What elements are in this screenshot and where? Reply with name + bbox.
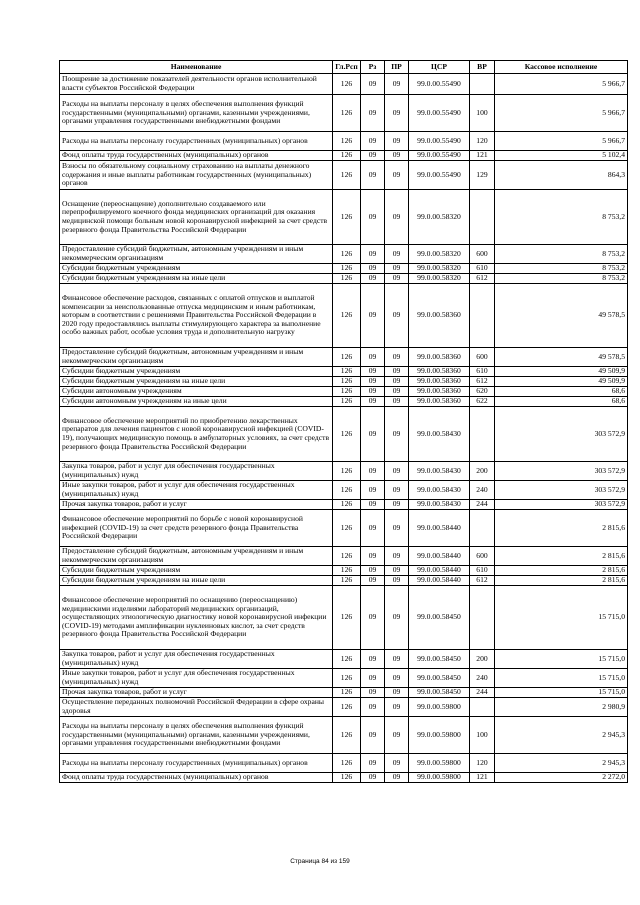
budget-table (59, 60, 628, 783)
table-row (60, 566, 628, 576)
cell-pr: 09 (385, 397, 409, 407)
cell-vr: 120 (470, 132, 495, 151)
cell-rz: 09 (361, 576, 385, 586)
cell-pr: 09 (385, 481, 409, 500)
table-body (60, 74, 628, 783)
cell-glrsp: 126 (333, 500, 361, 510)
cell-amount: 2 945,3 (495, 754, 628, 773)
cell-rz: 09 (361, 264, 385, 274)
cell-rz: 09 (361, 367, 385, 377)
cell-glrsp: 126 (333, 274, 361, 284)
cell-name: Предоставление субсидий бюджетным, автономным учреждениям и иным некоммерческим организациям (60, 547, 333, 566)
cell-vr: 620 (470, 387, 495, 397)
cell-glrsp: 126 (333, 95, 361, 132)
table-row (60, 397, 628, 407)
table-row (60, 95, 628, 132)
cell-name: Субсидии автономным учреждениям (60, 387, 333, 397)
cell-name: Поощрение за достижение показателей деятельности органов исполнительной власти субъектов Российской Федерации (60, 74, 333, 95)
cell-csr: 99.0.00.58360 (409, 387, 470, 397)
cell-name: Субсидии бюджетным учреждениям (60, 566, 333, 576)
cell-amount: 303 572,9 (495, 500, 628, 510)
cell-pr: 09 (385, 284, 409, 348)
cell-rz: 09 (361, 462, 385, 481)
cell-name: Субсидии бюджетным учреждениям на иные цели (60, 274, 333, 284)
cell-name: Расходы на выплаты персоналу в целях обеспечения выполнения функций государственными (муниципальными) органами, казенными учреждениями, органами управления государственными внебюджетными фондами (60, 95, 333, 132)
cell-vr (470, 284, 495, 348)
cell-glrsp: 126 (333, 586, 361, 650)
table-row (60, 161, 628, 190)
table-row (60, 284, 628, 348)
cell-amount: 303 572,9 (495, 407, 628, 462)
cell-csr: 99.0.00.58450 (409, 669, 470, 688)
cell-glrsp: 126 (333, 190, 361, 245)
table-row (60, 151, 628, 161)
cell-vr: 610 (470, 566, 495, 576)
cell-glrsp: 126 (333, 547, 361, 566)
cell-csr: 99.0.00.58440 (409, 510, 470, 547)
cell-csr: 99.0.00.58320 (409, 190, 470, 245)
table-row (60, 348, 628, 367)
cell-pr: 09 (385, 161, 409, 190)
cell-csr: 99.0.00.55490 (409, 132, 470, 151)
cell-csr: 99.0.00.58430 (409, 481, 470, 500)
cell-rz: 09 (361, 284, 385, 348)
header-rz: Рз (361, 61, 385, 74)
cell-rz: 09 (361, 586, 385, 650)
table-row (60, 717, 628, 754)
cell-glrsp: 126 (333, 481, 361, 500)
cell-amount: 68,6 (495, 387, 628, 397)
cell-csr: 99.0.00.55490 (409, 74, 470, 95)
cell-csr: 99.0.00.58450 (409, 586, 470, 650)
cell-rz: 09 (361, 407, 385, 462)
cell-amount: 2 980,9 (495, 698, 628, 717)
cell-amount: 303 572,9 (495, 481, 628, 500)
cell-vr: 200 (470, 462, 495, 481)
table-row (60, 688, 628, 698)
cell-name: Фонд оплаты труда государственных (муниципальных) органов (60, 773, 333, 783)
cell-amount: 5 102,4 (495, 151, 628, 161)
cell-amount: 2 815,6 (495, 576, 628, 586)
cell-vr: 121 (470, 151, 495, 161)
table-row (60, 264, 628, 274)
cell-vr: 622 (470, 397, 495, 407)
cell-glrsp: 126 (333, 284, 361, 348)
table-row (60, 387, 628, 397)
cell-csr: 99.0.00.58430 (409, 407, 470, 462)
cell-vr: 600 (470, 547, 495, 566)
cell-rz: 09 (361, 190, 385, 245)
cell-rz: 09 (361, 245, 385, 264)
cell-pr: 09 (385, 95, 409, 132)
cell-glrsp: 126 (333, 688, 361, 698)
cell-csr: 99.0.00.58430 (409, 500, 470, 510)
cell-amount: 8 753,2 (495, 245, 628, 264)
cell-name: Субсидии бюджетным учреждениям на иные цели (60, 377, 333, 387)
cell-csr: 99.0.00.58360 (409, 377, 470, 387)
table-row (60, 190, 628, 245)
header-name: Наименование (60, 61, 333, 74)
table-row (60, 547, 628, 566)
cell-vr: 612 (470, 576, 495, 586)
cell-name: Субсидии автономным учреждениям на иные цели (60, 397, 333, 407)
cell-amount: 2 272,0 (495, 773, 628, 783)
cell-amount: 49 509,9 (495, 377, 628, 387)
cell-csr: 99.0.00.59800 (409, 773, 470, 783)
cell-rz: 09 (361, 481, 385, 500)
cell-pr: 09 (385, 190, 409, 245)
cell-pr: 09 (385, 754, 409, 773)
cell-csr: 99.0.00.58320 (409, 245, 470, 264)
cell-rz: 09 (361, 274, 385, 284)
cell-rz: 09 (361, 510, 385, 547)
table-header-row (60, 61, 628, 74)
cell-rz: 09 (361, 161, 385, 190)
cell-pr: 09 (385, 245, 409, 264)
cell-pr: 09 (385, 586, 409, 650)
cell-vr: 612 (470, 274, 495, 284)
header-glrsp: Гл.Рсп (333, 61, 361, 74)
cell-vr: 121 (470, 773, 495, 783)
cell-vr: 610 (470, 367, 495, 377)
cell-pr: 09 (385, 773, 409, 783)
cell-amount: 5 966,7 (495, 74, 628, 95)
cell-name: Иные закупки товаров, работ и услуг для обеспечения государственных (муниципальных) нужд (60, 481, 333, 500)
cell-glrsp: 126 (333, 397, 361, 407)
cell-vr: 129 (470, 161, 495, 190)
cell-glrsp: 126 (333, 387, 361, 397)
cell-rz: 09 (361, 754, 385, 773)
cell-csr: 99.0.00.58440 (409, 576, 470, 586)
cell-csr: 99.0.00.59800 (409, 698, 470, 717)
cell-name: Финансовое обеспечение мероприятий по оснащению (переоснащению) медицинскими изделиями лабораторий медицинских организаций, осуществляющих этиологическую диагностику новой коронавирусной инфекции (COVID-19) методами амплификации нуклеиновых кислот, за счет средств резервного фонда Правительства Российской Федерации (60, 586, 333, 650)
table-row (60, 650, 628, 669)
table-row (60, 274, 628, 284)
cell-name: Закупка товаров, работ и услуг для обеспечения государственных (муниципальных) нужд (60, 462, 333, 481)
cell-glrsp: 126 (333, 245, 361, 264)
cell-vr: 600 (470, 245, 495, 264)
cell-rz: 09 (361, 688, 385, 698)
cell-csr: 99.0.00.58360 (409, 397, 470, 407)
cell-name: Расходы на выплаты персоналу государственных (муниципальных) органов (60, 754, 333, 773)
cell-amount: 15 715,0 (495, 688, 628, 698)
cell-glrsp: 126 (333, 698, 361, 717)
cell-csr: 99.0.00.55490 (409, 161, 470, 190)
cell-amount: 2 945,3 (495, 717, 628, 754)
cell-glrsp: 126 (333, 348, 361, 367)
cell-name: Предоставление субсидий бюджетным, автономным учреждениям и иным некоммерческим организациям (60, 245, 333, 264)
cell-amount: 2 815,6 (495, 510, 628, 547)
table-row (60, 773, 628, 783)
cell-csr: 99.0.00.58360 (409, 367, 470, 377)
cell-glrsp: 126 (333, 462, 361, 481)
cell-amount: 303 572,9 (495, 462, 628, 481)
cell-pr: 09 (385, 274, 409, 284)
cell-vr: 240 (470, 481, 495, 500)
cell-vr: 244 (470, 688, 495, 698)
cell-pr: 09 (385, 566, 409, 576)
cell-glrsp: 126 (333, 669, 361, 688)
cell-vr: 600 (470, 348, 495, 367)
cell-name: Взносы по обязательному социальному страхованию на выплаты денежного содержания и иные выплаты работникам государственных (муниципальных) органов (60, 161, 333, 190)
cell-pr: 09 (385, 348, 409, 367)
cell-rz: 09 (361, 132, 385, 151)
cell-pr: 09 (385, 650, 409, 669)
table-row (60, 698, 628, 717)
cell-rz: 09 (361, 151, 385, 161)
table-row (60, 462, 628, 481)
header-pr: ПР (385, 61, 409, 74)
table-row (60, 132, 628, 151)
cell-vr: 612 (470, 377, 495, 387)
cell-vr: 240 (470, 669, 495, 688)
cell-pr: 09 (385, 500, 409, 510)
cell-name: Финансовое обеспечение мероприятий по борьбе с новой коронавирусной инфекцией (COVID-19) за счет средств резервного фонда Правительства Российской Федерации (60, 510, 333, 547)
cell-rz: 09 (361, 650, 385, 669)
cell-vr (470, 586, 495, 650)
cell-glrsp: 126 (333, 367, 361, 377)
cell-rz: 09 (361, 717, 385, 754)
cell-name: Осуществление переданных полномочий Российской Федерации в сфере охраны здоровья (60, 698, 333, 717)
table-row (60, 754, 628, 773)
cell-rz: 09 (361, 547, 385, 566)
cell-name: Субсидии бюджетным учреждениям (60, 264, 333, 274)
page-footer: Страница 84 из 159 (290, 858, 350, 865)
cell-glrsp: 126 (333, 754, 361, 773)
cell-pr: 09 (385, 74, 409, 95)
cell-amount: 8 753,2 (495, 274, 628, 284)
table-row (60, 510, 628, 547)
cell-rz: 09 (361, 95, 385, 132)
cell-glrsp: 126 (333, 264, 361, 274)
cell-glrsp: 126 (333, 717, 361, 754)
cell-vr (470, 74, 495, 95)
cell-rz: 09 (361, 698, 385, 717)
cell-csr: 99.0.00.58360 (409, 284, 470, 348)
cell-name: Предоставление субсидий бюджетным, автономным учреждениям и иным некоммерческим организациям (60, 348, 333, 367)
cell-vr: 120 (470, 754, 495, 773)
cell-name: Иные закупки товаров, работ и услуг для обеспечения государственных (муниципальных) нужд (60, 669, 333, 688)
cell-amount: 5 966,7 (495, 95, 628, 132)
cell-pr: 09 (385, 510, 409, 547)
cell-amount: 15 715,0 (495, 586, 628, 650)
header-csr: ЦСР (409, 61, 470, 74)
cell-rz: 09 (361, 669, 385, 688)
cell-pr: 09 (385, 462, 409, 481)
cell-csr: 99.0.00.55490 (409, 95, 470, 132)
cell-glrsp: 126 (333, 773, 361, 783)
cell-amount: 864,3 (495, 161, 628, 190)
cell-rz: 09 (361, 387, 385, 397)
cell-csr: 99.0.00.55490 (409, 151, 470, 161)
cell-pr: 09 (385, 717, 409, 754)
cell-csr: 99.0.00.58440 (409, 547, 470, 566)
cell-amount: 5 966,7 (495, 132, 628, 151)
cell-vr (470, 510, 495, 547)
cell-rz: 09 (361, 397, 385, 407)
cell-vr: 100 (470, 717, 495, 754)
header-amount: Кассовое исполнение (495, 61, 628, 74)
table-row (60, 367, 628, 377)
cell-pr: 09 (385, 576, 409, 586)
cell-name: Прочая закупка товаров, работ и услуг (60, 688, 333, 698)
cell-rz: 09 (361, 74, 385, 95)
cell-amount: 8 753,2 (495, 190, 628, 245)
cell-name: Оснащение (переоснащение) дополнительно создаваемого или перепрофилируемого коечного фонда медицинских организаций для оказания медицинской помощи больным новой коронавирусной инфекцией за счет средств резервного фонда Правительства Российской Федерации (60, 190, 333, 245)
cell-pr: 09 (385, 698, 409, 717)
cell-name: Прочая закупка товаров, работ и услуг (60, 500, 333, 510)
cell-csr: 99.0.00.58360 (409, 348, 470, 367)
cell-vr: 200 (470, 650, 495, 669)
cell-glrsp: 126 (333, 576, 361, 586)
cell-name: Финансовое обеспечение расходов, связанных с оплатой отпусков и выплатой компенсации за неиспользованные отпуска медицинским и иным работникам, которым в соответствии с решениями Правительства Российской Федерации в 2020 году предоставлялись выплаты стимулирующего характера за выполнение особо важных работ, особые условия труда и дополнительную нагрузку (60, 284, 333, 348)
cell-csr: 99.0.00.58450 (409, 688, 470, 698)
cell-csr: 99.0.00.58320 (409, 274, 470, 284)
cell-amount: 8 753,2 (495, 264, 628, 274)
cell-csr: 99.0.00.58440 (409, 566, 470, 576)
cell-amount: 15 715,0 (495, 650, 628, 669)
table-row (60, 245, 628, 264)
cell-vr: 610 (470, 264, 495, 274)
cell-pr: 09 (385, 669, 409, 688)
cell-vr: 244 (470, 500, 495, 510)
table-row (60, 74, 628, 95)
cell-glrsp: 126 (333, 161, 361, 190)
cell-glrsp: 126 (333, 650, 361, 669)
cell-amount: 49 509,9 (495, 367, 628, 377)
cell-amount: 68,6 (495, 397, 628, 407)
cell-vr: 100 (470, 95, 495, 132)
cell-rz: 09 (361, 773, 385, 783)
cell-amount: 15 715,0 (495, 669, 628, 688)
table-row (60, 669, 628, 688)
cell-csr: 99.0.00.59800 (409, 717, 470, 754)
header-vr: ВР (470, 61, 495, 74)
cell-glrsp: 126 (333, 377, 361, 387)
cell-vr (470, 407, 495, 462)
cell-glrsp: 126 (333, 132, 361, 151)
cell-name: Субсидии бюджетным учреждениям на иные цели (60, 576, 333, 586)
cell-rz: 09 (361, 500, 385, 510)
cell-name: Субсидии бюджетным учреждениям (60, 367, 333, 377)
table-row (60, 481, 628, 500)
cell-pr: 09 (385, 151, 409, 161)
table-row (60, 500, 628, 510)
cell-csr: 99.0.00.58430 (409, 462, 470, 481)
cell-name: Финансовое обеспечение мероприятий по приобретению лекарственных препаратов для лечения пациентов с новой коронавирусной инфекцией (COVID-19), получающих медицинскую помощь в амбулаторных условиях, за счет средств резервного фонда Правительства Российской Федерации (60, 407, 333, 462)
cell-name: Закупка товаров, работ и услуг для обеспечения государственных (муниципальных) нужд (60, 650, 333, 669)
table-row (60, 576, 628, 586)
cell-rz: 09 (361, 377, 385, 387)
table-row (60, 377, 628, 387)
cell-vr (470, 698, 495, 717)
cell-name: Расходы на выплаты персоналу государственных (муниципальных) органов (60, 132, 333, 151)
cell-pr: 09 (385, 688, 409, 698)
cell-amount: 2 815,6 (495, 547, 628, 566)
cell-pr: 09 (385, 407, 409, 462)
cell-name: Фонд оплаты труда государственных (муниципальных) органов (60, 151, 333, 161)
cell-pr: 09 (385, 132, 409, 151)
cell-glrsp: 126 (333, 407, 361, 462)
cell-csr: 99.0.00.58320 (409, 264, 470, 274)
cell-csr: 99.0.00.59800 (409, 754, 470, 773)
cell-glrsp: 126 (333, 510, 361, 547)
cell-vr (470, 190, 495, 245)
cell-amount: 2 815,6 (495, 566, 628, 576)
cell-pr: 09 (385, 377, 409, 387)
cell-glrsp: 126 (333, 151, 361, 161)
cell-name: Расходы на выплаты персоналу в целях обеспечения выполнения функций государственными (муниципальными) органами, казенными учреждениями, органами управления государственными внебюджетными фондами (60, 717, 333, 754)
cell-pr: 09 (385, 387, 409, 397)
table-row (60, 586, 628, 650)
cell-pr: 09 (385, 264, 409, 274)
cell-csr: 99.0.00.58450 (409, 650, 470, 669)
cell-amount: 49 578,5 (495, 284, 628, 348)
cell-rz: 09 (361, 348, 385, 367)
cell-pr: 09 (385, 367, 409, 377)
cell-glrsp: 126 (333, 566, 361, 576)
cell-glrsp: 126 (333, 74, 361, 95)
table-row (60, 407, 628, 462)
cell-rz: 09 (361, 566, 385, 576)
cell-pr: 09 (385, 547, 409, 566)
cell-amount: 49 578,5 (495, 348, 628, 367)
